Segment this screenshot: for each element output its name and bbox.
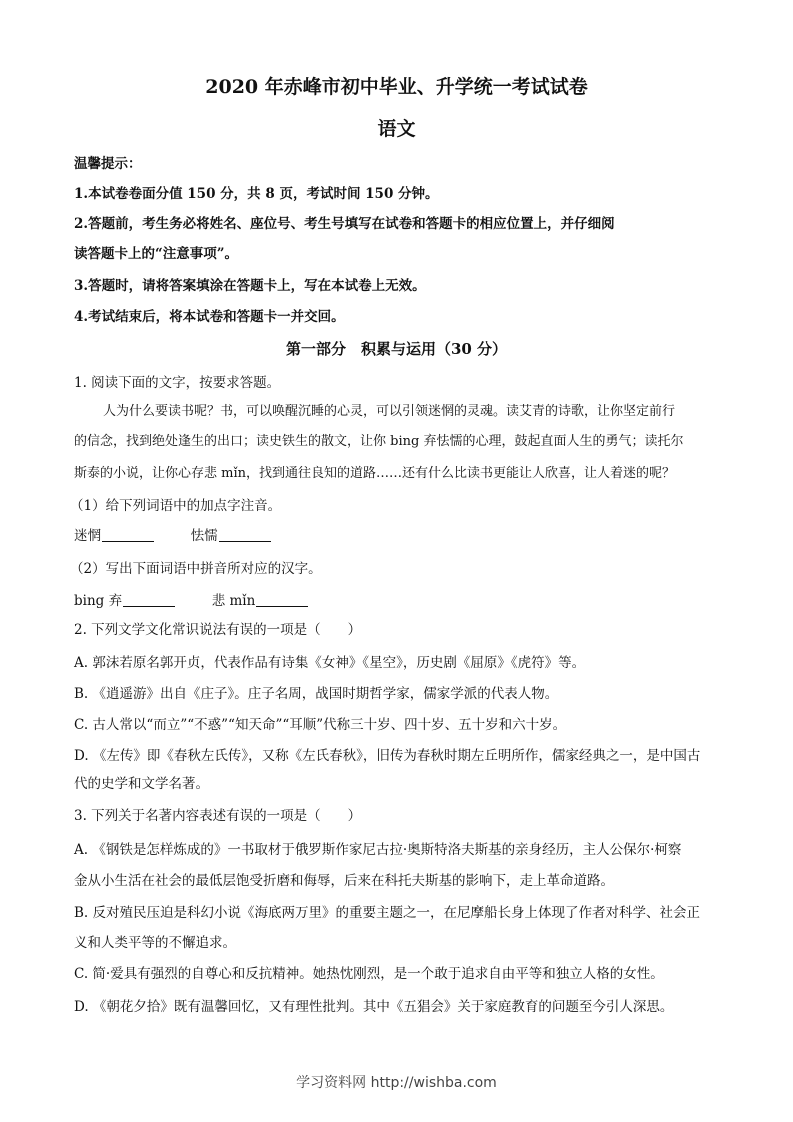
answer-blank[interactable] — [219, 527, 271, 542]
question-1-sub1: （1）给下列词语中的加点字注音。 — [70, 498, 282, 514]
question-2-option: A. 郭沫若原名郭开贞，代表作品有诗集《女神》《星空》，历史剧《屈原》《虎符》等。 — [74, 655, 586, 671]
notice-item: 1.本试卷卷面分值 150 分，共 8 页，考试时间 150 分钟。 — [74, 186, 439, 202]
question-1-sub2: （2）写出下面词语中拼音所对应的汉字。 — [70, 561, 322, 577]
exam-title: 2020 年赤峰市初中毕业、升学统一考试试卷 — [205, 76, 588, 98]
question-2-option: B. 《逍遥游》出自《庄子》。庄子名周，战国时期哲学家，儒家学派的代表人物。 — [74, 686, 559, 702]
word-qie-nuo: 怯懦 — [190, 528, 218, 544]
pinyin-blanks — [74, 524, 733, 544]
question-2-option: 代的史学和文学名著。 — [74, 776, 209, 792]
question-2-stem: 2. 下列文学文化常识说法有误的一项是（ ） — [74, 622, 362, 638]
notice-heading: 温馨提示： — [74, 156, 142, 172]
passage-line: 斯泰的小说，让你心存悲 mǐn，找到通往良知的道路……还有什么比读书更能让人欣喜，让人着迷的呢？ — [74, 466, 675, 481]
word-bing-qi: bing 弃 — [74, 593, 123, 609]
word-bei-min: 悲 mǐn — [211, 593, 256, 609]
question-2-option: D. 《左传》即《春秋左氏传》，又称《左氏春秋》，旧传为春秋时期左丘明所作，儒家经典之一，是中国古 — [74, 748, 701, 764]
question-3-option: A. 《钢铁是怎样炼成的》一书取材于俄罗斯作家尼古拉·奥斯特洛夫斯基的亲身经历，主人公保尔·柯察 — [74, 842, 682, 858]
passage-line: 的信念，找到绝处逢生的出口；读史铁生的散文，让你 bing 弃怯懦的心理，鼓起直面人生的勇气；读托尔 — [74, 434, 684, 449]
passage-line: 人为什么要读书呢？书，可以唤醒沉睡的心灵，可以引领迷惘的灵魂。读艾青的诗歌，让你坚定前行 — [103, 404, 676, 419]
notice-item: 读答题卡上的“注意事项”。 — [74, 246, 239, 262]
question-3-option: 金从小生活在社会的最低层饱受折磨和侮辱，后来在科托夫斯基的影响下，走上革命道路。 — [74, 873, 614, 889]
subject-title: 语文 — [377, 118, 416, 140]
footer-watermark[interactable]: 学习资料网 http://wishba.com — [296, 1075, 497, 1091]
question-1-stem: 1. 阅读下面的文字，按要求答题。 — [74, 375, 281, 391]
character-blanks — [74, 589, 733, 609]
notice-item: 3.答题时，请将答案填涂在答题卡上，写在本试卷上无效。 — [74, 278, 426, 294]
notice-item: 4.考试结束后，将本试卷和答题卡一并交回。 — [74, 309, 345, 325]
answer-blank[interactable] — [102, 527, 154, 542]
notice-item: 2.答题前，考生务必将姓名、座位号、考生号填写在试卷和答题卡的相应位置上，并仔细阅 — [74, 216, 615, 232]
question-3-option: C. 简·爱具有强烈的自尊心和反抗精神。她热忱刚烈，是一个敢于追求自由平等和独立人格的女性。 — [74, 966, 664, 982]
question-3-option: B. 反对殖民压迫是科幻小说《海底两万里》的重要主题之一，在尼摩船长身上体现了作者对科学、社会正 — [74, 905, 701, 921]
question-3-option: D. 《朝花夕拾》既有温馨回忆，又有理性批判。其中《五猖会》关于家庭教育的问题至今引人深思。 — [74, 999, 674, 1015]
answer-blank[interactable] — [123, 592, 175, 607]
question-3-stem: 3. 下列关于名著内容表述有误的一项是（ ） — [74, 808, 362, 824]
word-mi-wang: 迷惘 — [74, 528, 101, 544]
question-2-option: C. 古人常以“而立”“不惑”“知天命”“耳顺”代称三十岁、四十岁、五十岁和六十岁。 — [74, 717, 567, 733]
question-3-option: 义和人类平等的不懈追求。 — [74, 935, 236, 951]
answer-blank[interactable] — [256, 592, 308, 607]
section-title: 第一部分 积累与运用（30 分） — [285, 340, 508, 358]
